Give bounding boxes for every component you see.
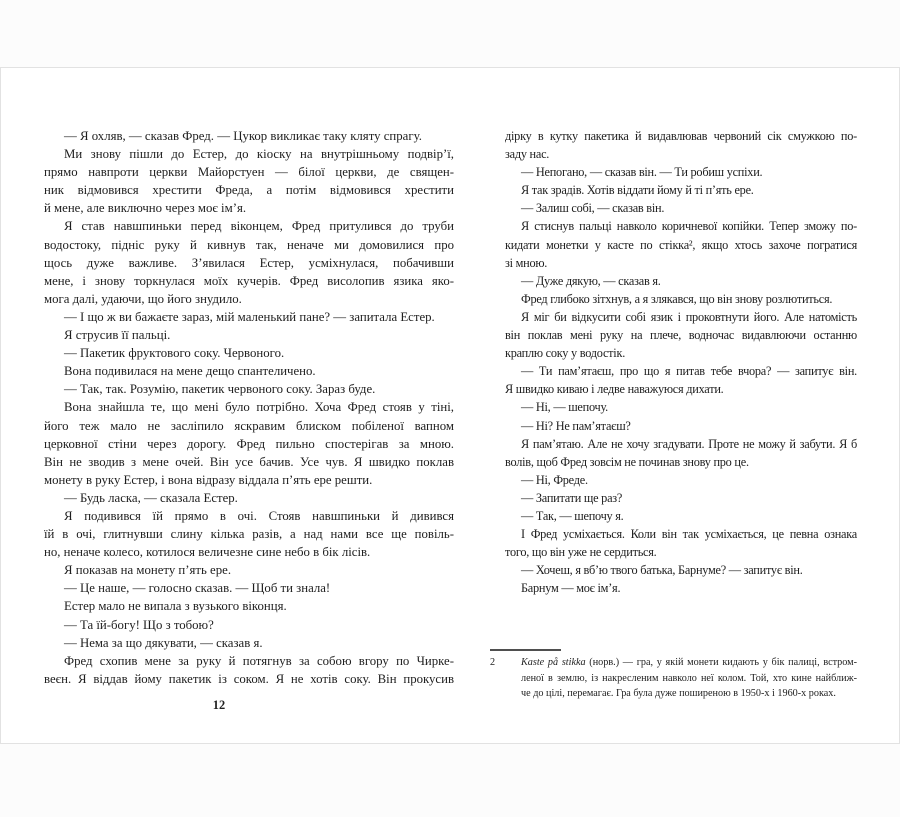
text-line: — Нема за що дякувати, — сказав я. [64, 635, 263, 650]
text-line: — Будь ласка, — сказала Естер. [64, 490, 238, 505]
text-line: ник відмовився хрестити Фреда, а потім відмовився хрестити [44, 183, 454, 198]
text-line: церковної стіни через дорогу. Фред пильно спостерігав за мною. [44, 436, 454, 451]
text-line: волів, щоб Фред зовсім не починав знову про це. [505, 454, 749, 469]
text-line: — Так, так. Розумію, пакетик червоного соку. Зараз буде. [64, 382, 376, 397]
text-line: — Пакетик фруктового соку. Червоного. [64, 346, 285, 361]
text-line: кидати монетки у касте по стікка², якщо хтось захоче погратися [505, 237, 857, 252]
text-line: — Я охляв, — сказав Фред. — Цукор викликає таку кляту спрагу. [64, 129, 422, 143]
footnote-term: Kaste på stikka [521, 657, 586, 668]
footnote [489, 649, 857, 702]
text-line: Я струсив її пальці. [64, 328, 171, 343]
text-line: їй в очі, глитнувши слину кілька разів, а над нами все ще повіль- [44, 527, 454, 542]
text-line: Вона подивилася на мене дещо спантеличено. [64, 364, 316, 379]
text-line: Він не зводив з мене очей. Він усе бачив. Усе чув. Я швидко поклав [44, 454, 454, 469]
text-line: водостоку, підніс руку й кивнув так, неначе ми домовилися про [44, 237, 454, 252]
text-line: він поклав мені руку на плече, водночас видавлюючи останню [505, 328, 857, 343]
footnote-line [521, 655, 857, 671]
text-line: його теж мало не засліпило яскравим блиском побіленої вапном [44, 418, 454, 433]
footnote-text: (норв.) — гра, у якій монети кидають у бік палиці, встром- [585, 657, 858, 668]
footnote-line: че до цілі, перемагає. Гра була дуже поширеною в 1950-х і 1960-х роках. [521, 688, 836, 700]
text-line: Вона знайшла те, що мені було потрібно. Хоча Фред стояв у тіні, [64, 400, 454, 415]
right-page-column [505, 127, 857, 597]
text-line: Фред глибоко зітхнув, а я злякався, що він знову розлютиться. [521, 291, 833, 306]
text-line: мога далі, удаючи, що його знудило. [44, 291, 242, 306]
text-line: — Ні, — шепочу. [521, 400, 608, 415]
text-line: Барнум — моє ім’я. [521, 581, 621, 596]
text-line: монету в руку Естер, і вона відразу віддала п’ять ере решти. [44, 472, 373, 487]
footnote-body [489, 655, 857, 702]
text-line: Я міг би відкусити собі язик і проковтнути його. Але натомість [521, 309, 857, 324]
page-number: 12 [212, 698, 226, 712]
text-line: Я пам’ятаю. Але не хочу згадувати. Проте не можу й забути. Я б [521, 436, 857, 451]
text-line: зі мною. [505, 255, 548, 270]
footnote-marker: 2 [490, 657, 496, 668]
text-line: Я став навшпиньки перед віконцем, Фред притулився до труби [64, 219, 454, 234]
text-line: І Фред усміхається. Коли він так усміхається, це певна ознака [521, 527, 857, 542]
text-line: — Та їй-богу! Що з тобою? [64, 617, 214, 632]
text-line: дірку в кутку пакетика й видавлював червоний сік смужкою по- [505, 129, 857, 143]
text-line: — І що ж ви бажаєте зараз, мій маленький пане? — запитала Естер. [64, 309, 435, 324]
text-line: краплю соку у водостік. [505, 346, 626, 361]
text-line: — Запитати ще раз? [521, 490, 623, 505]
text-line: Я швидко киваю і ледве наважуюся дихати. [505, 382, 724, 397]
text-line: — Це наше, — голосно сказав. — Щоб ти знала! [64, 581, 331, 596]
text-line: — Непогано, — сказав він. — Ти робиш успіхи. [521, 165, 763, 180]
text-line: й мене, але виключно через моє ім’я. [44, 201, 247, 216]
text-line: — Ні, Фреде. [521, 472, 588, 487]
text-line: щось дуже важливе. З’явилася Естер, усміхнулася, побачивши [44, 255, 454, 270]
footnote-line: леної в землю, із накресленим навколо неї колом. Той, хто кине найближ- [521, 672, 857, 684]
text-line: Естер мало не випала з вузького віконця. [64, 599, 287, 614]
text-line: — Залиш собі, — сказав він. [521, 201, 665, 216]
text-line: — Ні? Не пам’ятаєш? [521, 418, 631, 433]
left-page-column [44, 127, 454, 688]
text-line: мене, і знову торкнулася моїх кучерів. Фред висолопив язика яко- [44, 273, 454, 288]
text-line: — Дуже дякую, — сказав я. [521, 273, 661, 288]
text-line: того, що він уже не сердиться. [505, 545, 657, 560]
text-line: Фред схопив мене за руку й потягнув за собою вгору по Чирке- [64, 653, 454, 668]
text-line: — Ти пам’ятаєш, про що я питав тебе вчора? — запитує він. [521, 364, 857, 379]
text-line: веєн. Я віддав йому пакетик із соком. Я не хотів соку. Він прокусив [44, 671, 454, 686]
footnote-rule [490, 649, 561, 651]
text-line: прямо навпроти церкви Майорстуен — білої церкви, де священ- [44, 165, 454, 180]
text-line: заду нас. [505, 147, 550, 162]
text-line: но, неначе колесо, котилося величезне сине небо в бік лісів. [44, 545, 371, 560]
text-line: Ми знову пішли до Естер, до кіоску на внутрішньому подвір’ї, [64, 147, 454, 162]
text-line: Я стиснув пальці навколо коричневої копійки. Тепер зможу по- [521, 219, 857, 234]
text-line: — Хочеш, я вб’ю твого батька, Барнуме? — запитує він. [521, 563, 803, 578]
text-line: Я подивився їй прямо в очі. Стояв навшпиньки й дивився [64, 508, 454, 523]
text-line: Я показав на монету п’ять ере. [64, 563, 232, 578]
text-line: Я так зрадів. Хотів віддати йому й ті п’ять ере. [521, 183, 754, 198]
book-page [0, 67, 900, 744]
text-line: — Так, — шепочу я. [521, 508, 624, 523]
